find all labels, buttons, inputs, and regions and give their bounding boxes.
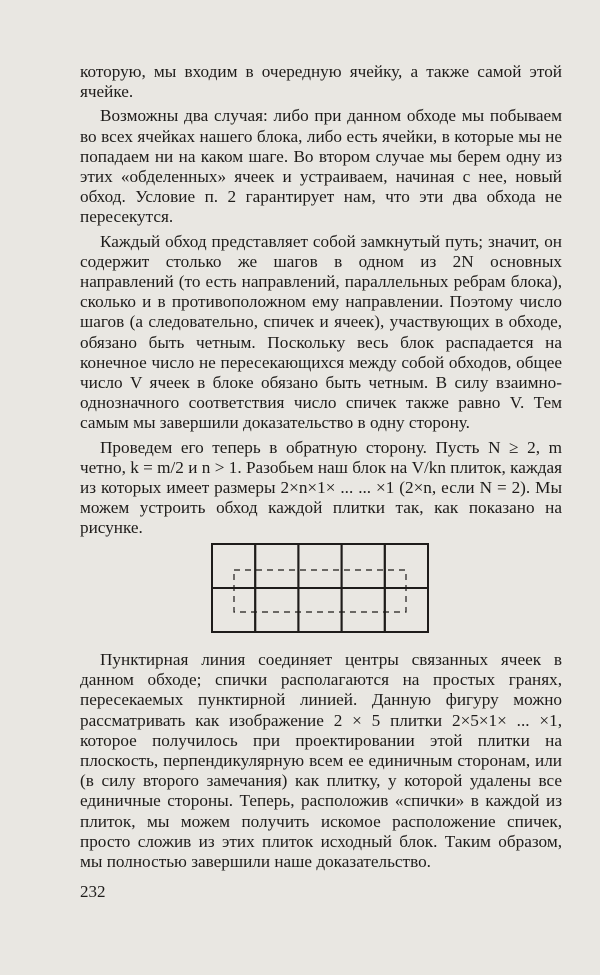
grid-cell: [298, 588, 341, 632]
grid-cell: [385, 544, 428, 588]
tile-grid: [212, 544, 428, 632]
text-block-top: [80, 62, 562, 539]
grid-cell: [255, 588, 298, 632]
grid-cell: [298, 544, 341, 588]
paragraph-1: которую, мы входим в очередную ячейку, а также самой этой ячейке.: [80, 62, 562, 102]
tile-figure: [210, 542, 430, 634]
text-block-bottom: [80, 650, 562, 872]
grid-cell: [342, 544, 385, 588]
grid-cell: [255, 544, 298, 588]
grid-cell: [342, 588, 385, 632]
paragraph-4: Проведем его теперь в обратную сторону. Пусть N ≥ 2, m четно, k = m/2 и n > 1. Разобьем наш блок на V/kn плиток, каждая из которых имеет размеры 2×n×1× ... ... ×1 (2×n, если N = 2). Мы можем устроить обход каждой плитки так, как показано на рисунке.: [80, 437, 562, 538]
paragraph-5: Пунктирная линия соединяет центры связанных ячеек в данном обходе; спички располагаются на простых гранях, пересекаемых пунктирной линией. Данную фигуру можно рассматривать как изображение 2 × 5 плитки 2×5×1× ... ×1, которое получилось при проектировании этой плитки на плоскость, перпендикулярную всем ее единичным сторонам, или (в силу второго замечания) как плитку, у которой удалены все единичные стороны. Теперь, расположив «спички» в каждой из плиток, мы можем получить искомое расположение спичек, просто сложив из этих плиток исходный блок. Таким образом, мы полностью завершили наше доказательство.: [80, 650, 562, 872]
paragraph-2: Возможны два случая: либо при данном обходе мы побываем во всех ячейках нашего блока, либо есть ячейки, в которые мы не попадаем ни на каком шаге. Во втором случае мы берем одну из этих «обделенных» ячеек и устраиваем, начиная с нее, новый обход. Условие п. 2 гарантирует нам, что эти два обхода не пересекутся.: [80, 106, 562, 227]
grid-cell: [212, 544, 255, 588]
dashed-path: [234, 570, 406, 612]
paragraph-3: Каждый обход представляет собой замкнутый путь; значит, он содержит столько же шагов в одном из 2N основных направлений (то есть направлений, параллельных ребрам блока), сколько и в противоположном ему направлении. Поэтому число шагов (а следовательно, спичек и ячеек), участвующих в обходе, обязано быть четным. Поскольку весь блок распадается на конечное число не пересекающихся между собой обходов, общее число V ячеек в блоке обязано быть четным. В силу взаимно-однозначного соответствия число спичек также равно V. Тем самым мы завершили доказательство в одну сторону.: [80, 231, 562, 433]
page-number: 232: [80, 882, 106, 901]
